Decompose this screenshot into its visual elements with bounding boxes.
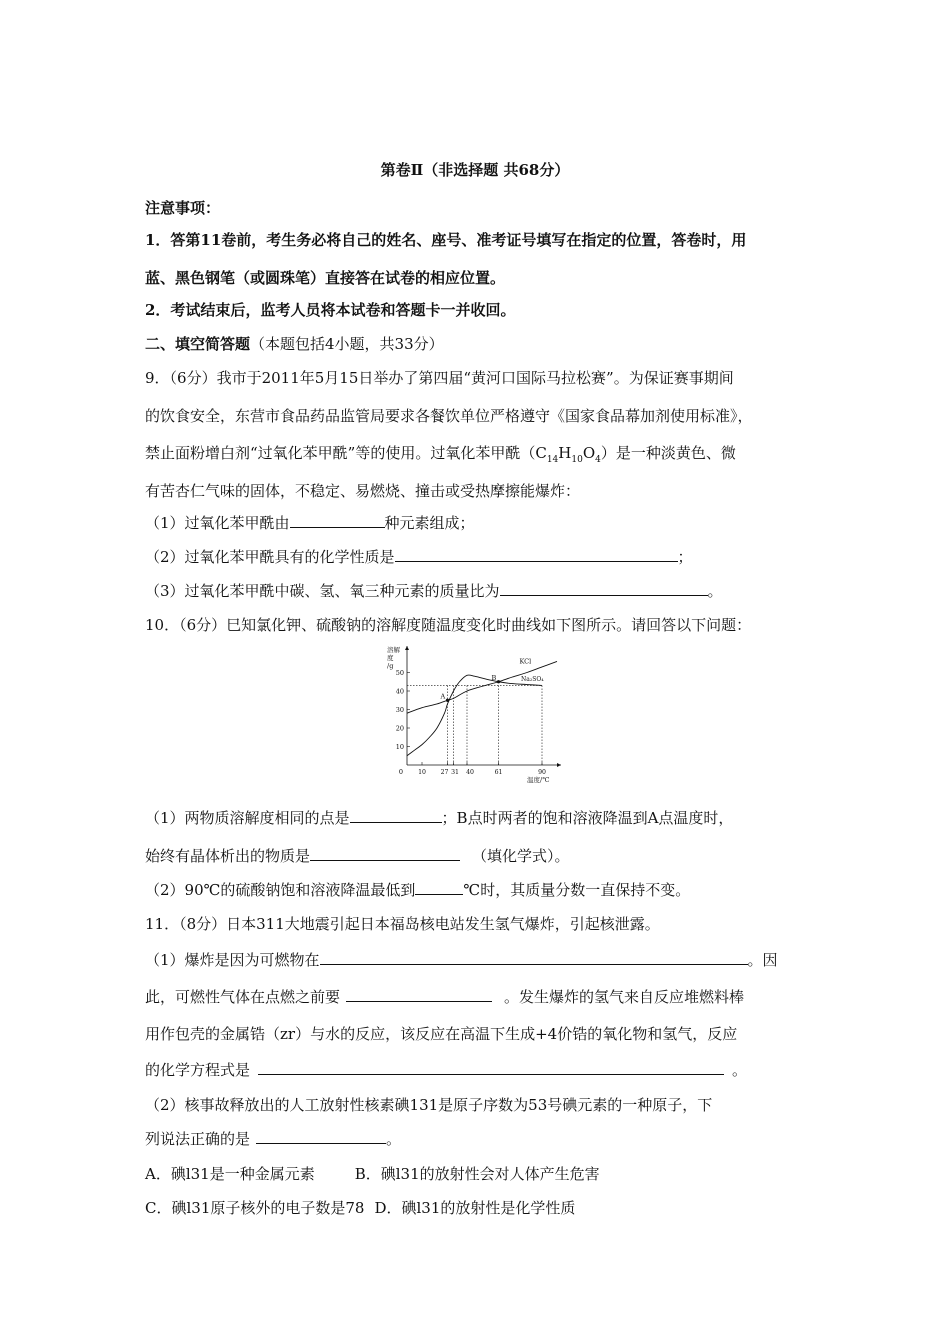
q9-part-2-post: ；: [677, 548, 693, 566]
q11-part-1: [145, 950, 778, 970]
answer-blank[interactable]: [320, 950, 748, 965]
x-tick-label: 40: [466, 769, 474, 776]
q9-part-2-pre: （2）过氧化苯甲酰具有的化学性质是: [145, 548, 395, 566]
q10-part-2-post: ℃时，其质量分数一直保持不变。: [463, 881, 691, 899]
answer-blank[interactable]: [350, 808, 442, 823]
q9-line-2: 的饮食安全，东营市食品药品监管局要求各餐饮单位严格遵守《国家食品幕加剂使用标准》，: [145, 407, 753, 425]
q9-part-2: [145, 547, 693, 567]
q9-line-3: [145, 443, 736, 470]
q11-options-ab: [145, 1164, 600, 1184]
option-d[interactable]: D．碘l31的放射性是化学性质: [374, 1199, 576, 1217]
q10-line-1: 10．（6分）巳知氯化钾、硫酸钠的溶解度随温度变化时曲线如下图所示。请回答以下问题：: [145, 616, 752, 634]
q11-part-1c: 用作包壳的金属锆（zr）与水的反应，该反应在高温下生成+4价锆的氧化物和氢气，反应: [145, 1025, 738, 1043]
q11-part-1-pre: （1）爆炸是因为可燃物在: [145, 951, 320, 969]
y-tick-label: 40: [395, 687, 404, 696]
x-axis-arrow: [557, 763, 561, 767]
q11-part-1d-pre: 的化学方程式是: [145, 1061, 251, 1079]
x-tick-label: 90: [538, 769, 546, 776]
q9-line-4: 有苦杏仁气味的固体，不稳定、易燃烧、撞击或受热摩擦能爆炸：: [145, 482, 581, 500]
q11-options-cd: [145, 1198, 575, 1218]
q9-part-3: [145, 581, 723, 601]
x-tick-label: 10: [418, 769, 426, 776]
q10-part-1b: [145, 846, 570, 866]
y-tick-label: 50: [395, 668, 404, 677]
y-axis-label-line-3: /g: [387, 662, 394, 670]
q9-line-3-post: ）是一种淡黄色、微: [600, 444, 736, 462]
subscript-4: 4: [595, 455, 601, 465]
q11-part-2b-post: 。: [386, 1130, 402, 1148]
q11-line-1: 11．（8分）日本311大地震引起日本福岛核电站发生氢气爆炸，引起核泄露。: [145, 915, 660, 933]
subscript-14: 14: [546, 455, 559, 465]
q9-part-3-pre: （3）过氧化苯甲酰中碳、氢、氧三种元素的质量比为: [145, 582, 500, 600]
y-axis-arrow: [405, 646, 409, 650]
answer-blank[interactable]: [500, 581, 708, 596]
option-c[interactable]: C．碘l31原子核外的电子数是78: [145, 1199, 365, 1217]
x-tick-label: 61: [494, 769, 503, 776]
notice-item-1b: 蓝、黑色钢笔（或圆珠笔）直接答在试卷的相应位置。: [145, 269, 506, 287]
y-tick-label: 10: [395, 742, 404, 751]
x-tick-label: 27: [440, 769, 449, 776]
point-label-a: A: [440, 692, 446, 701]
q10-part-1: [145, 808, 733, 828]
q11-part-1-post: 。因: [747, 951, 778, 969]
h-symbol: H: [558, 444, 572, 462]
q9-line-3-pre: 禁止面粉增白剂“过氧化苯甲酰”等的使用。过氧化苯甲酰（C: [145, 444, 547, 462]
point-b: [497, 680, 500, 683]
answer-blank[interactable]: [395, 547, 678, 562]
y-tick-label: 20: [395, 724, 404, 733]
point-label-b: B: [491, 673, 497, 682]
q9-line-1: 9．（6分）我市于2011年5月15日举办了第四届“黄河口国际马拉松赛”。为保证赛事期间: [145, 369, 734, 387]
q10-part-1b-post: （填化学式）。: [472, 847, 570, 865]
q10-part-1b-pre: 始终有晶体析出的物质是: [145, 847, 311, 865]
option-b[interactable]: B．碘l31的放射性会对人体产生危害: [354, 1165, 600, 1183]
y-axis-label-line-2: 度: [387, 654, 394, 662]
notice-item-2: 2．考试结束后，监考人员将本试卷和答题卡一并收回。: [145, 301, 516, 319]
section-title: 二、填空简答题: [145, 335, 251, 353]
answer-blank[interactable]: [258, 1060, 724, 1075]
answer-blank[interactable]: [310, 846, 460, 861]
q10-part-2-pre: （2）90℃的硫酸钠饱和溶液降温最低到: [145, 881, 416, 899]
series-line-na2so4: [407, 675, 542, 756]
answer-blank[interactable]: [290, 513, 385, 528]
q11-part-1b-pre: 此，可燃性气体在点燃之前要: [145, 988, 341, 1006]
q9-part-1-post: 种元素组成；: [384, 514, 475, 532]
x-axis-label: 温度/℃: [527, 776, 550, 784]
q10-part-2: [145, 880, 690, 900]
point-a: [446, 699, 449, 702]
section-heading: [145, 334, 444, 354]
y-tick-label: 30: [395, 705, 404, 714]
series-label-kcl: KCl: [519, 657, 532, 666]
q9-part-3-post: 。: [707, 582, 723, 600]
q11-part-2a: （2）核事故释放出的人工放射性核素碘131是原子序数为53号碘元素的一种原子，下: [145, 1096, 713, 1114]
answer-blank[interactable]: [256, 1129, 386, 1144]
series-label-na2so4: Na₂SO₄: [521, 675, 544, 683]
q11-part-1d: [145, 1060, 747, 1080]
solubility-chart: [385, 640, 565, 790]
answer-blank[interactable]: [346, 987, 492, 1002]
notice-item-1a: 1．答第11卷前，考生务必将自己的姓名、座号、准考证号填写在指定的位置，答卷时，用: [145, 231, 747, 249]
q10-part-1-post: ；B点时两者的饱和溶液降温到A点温度时，: [441, 809, 734, 827]
q9-part-1: [145, 513, 475, 533]
option-a[interactable]: A．碘l31是一种金属元素: [145, 1165, 315, 1183]
origin-label: 0: [398, 768, 404, 776]
q11-part-2b: [145, 1129, 401, 1149]
q11-part-1b: [145, 987, 744, 1007]
subscript-10: 10: [571, 455, 583, 465]
q10-part-1-pre: （1）两物质溶解度相同的点是: [145, 809, 350, 827]
q11-part-1b-post: 。发生爆炸的氢气来自反应堆燃料棒: [504, 988, 745, 1006]
notice-heading: 注意事项：: [145, 199, 221, 217]
answer-blank[interactable]: [415, 880, 463, 895]
series-line-kcl: [407, 661, 557, 713]
q11-part-2b-pre: 列说法正确的是: [145, 1130, 251, 1148]
section-note: （本题包括4小题，共33分）: [250, 335, 444, 353]
o-symbol: O: [582, 444, 596, 462]
y-axis-label-line-1: 溶解: [387, 646, 400, 654]
x-tick-label: 31: [451, 769, 459, 776]
paper-title: 第卷Ⅱ（非选择题 共68分）: [380, 161, 570, 179]
q9-part-1-pre: （1）过氧化苯甲酰由: [145, 514, 290, 532]
q11-part-1d-post: 。: [732, 1061, 748, 1079]
